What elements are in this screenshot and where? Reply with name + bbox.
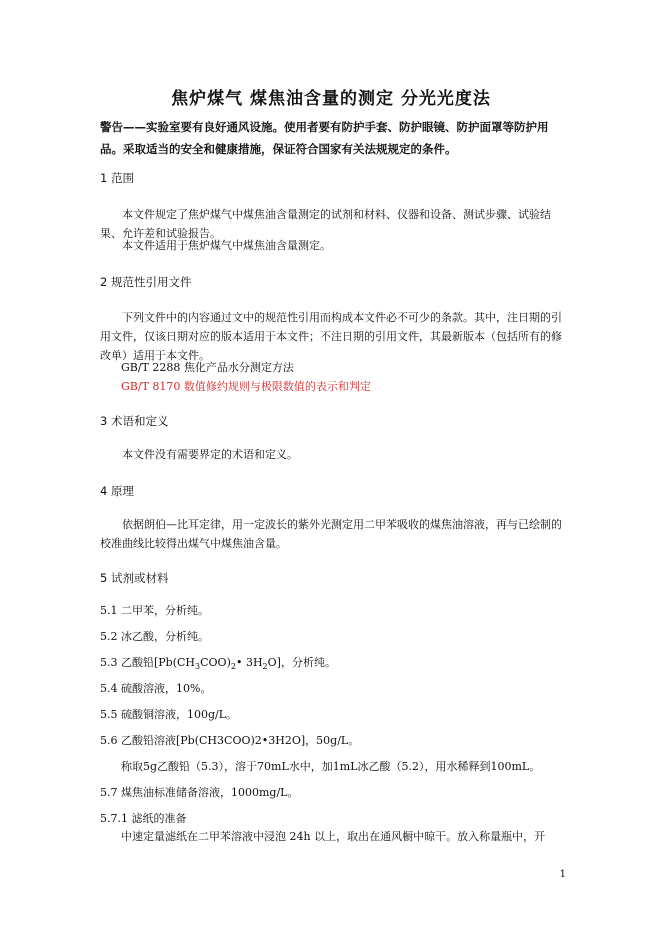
item-5-7-1-text: 中速定量滤纸在二甲苯溶液中浸泡 24h 以上，取出在通风橱中晾干。放入称量瓶中，开 bbox=[121, 830, 546, 843]
section-2-heading: 2 规范性引用文件 bbox=[100, 275, 192, 289]
section-1-paragraph-2: 本文件适用于焦炉煤气中煤焦油含量测定。 bbox=[122, 239, 331, 252]
section-4-paragraph-1: 依据朗伯—比耳定律，用一定波长的紫外光测定用二甲苯吸收的煤焦油溶液，再与已绘制的校准曲线比较得出煤气中煤焦油含量。 bbox=[100, 518, 562, 550]
item-5-2: 5.2 冰乙酸，分析纯。 bbox=[100, 630, 209, 643]
section-5-heading: 5 试剂或材料 bbox=[100, 571, 169, 585]
item-5-7: 5.7 煤焦油标准储备溶液，1000mg/L。 bbox=[100, 786, 299, 799]
section-1-heading: 1 范围 bbox=[100, 171, 134, 185]
item-5-5: 5.5 硫酸铜溶液，100g/L。 bbox=[100, 708, 238, 721]
section-4-heading: 4 原理 bbox=[100, 484, 134, 498]
section-3-heading: 3 术语和定义 bbox=[100, 414, 169, 428]
section-1-paragraph-1: 本文件规定了焦炉煤气中煤焦油含量测定的试剂和材料、仪器和设备、测试步骤、试验结果、允许差和试验报告。 bbox=[100, 208, 551, 240]
page-number: 1 bbox=[559, 869, 566, 880]
document-title: 焦炉煤气 煤焦油含量的测定 分光光度法 bbox=[171, 89, 491, 109]
item-5-6: 5.6 乙酸铅溶液[Pb(CH3COO)2•3H2O]，50g/L。 bbox=[100, 734, 360, 747]
item-5-1: 5.1 二甲苯，分析纯。 bbox=[100, 604, 209, 617]
safety-warning: 警告——实验室要有良好通风设施。使用者要有防护手套、防护眼镜、防护面罩等防护用品。采取适当的安全和健康措施，保证符合国家有关法规规定的条件。 bbox=[100, 120, 549, 156]
item-5-4: 5.4 硫酸溶液，10%。 bbox=[100, 682, 212, 695]
section-3-paragraph-1: 本文件没有需要界定的术语和定义。 bbox=[122, 448, 298, 461]
reference-gbt-8170: GB/T 8170 数值修约规则与极限数值的表示和判定 bbox=[121, 380, 371, 393]
item-5-3: 5.3 乙酸铅[$Pb(CH_3COO)_2•$ $3H_2O$]，分析纯。 bbox=[100, 656, 336, 672]
item-5-7-1: 5.7.1 滤纸的准备 bbox=[100, 812, 187, 825]
reference-gbt-2288: GB/T 2288 焦化产品水分测定方法 bbox=[121, 361, 294, 374]
item-5-6-note: 称取5g乙酸铅（5.3），溶于70mL水中，加1mL冰乙酸（5.2），用水稀释到100mL。 bbox=[121, 760, 541, 773]
section-2-paragraph-1: 下列文件中的内容通过文中的规范性引用而构成本文件必不可少的条款。其中，注日期的引用文件，仅该日期对应的版本适用于本文件；不注日期的引用文件，其最新版本（包括所有的修改单）适用于本文件。 bbox=[100, 311, 562, 362]
